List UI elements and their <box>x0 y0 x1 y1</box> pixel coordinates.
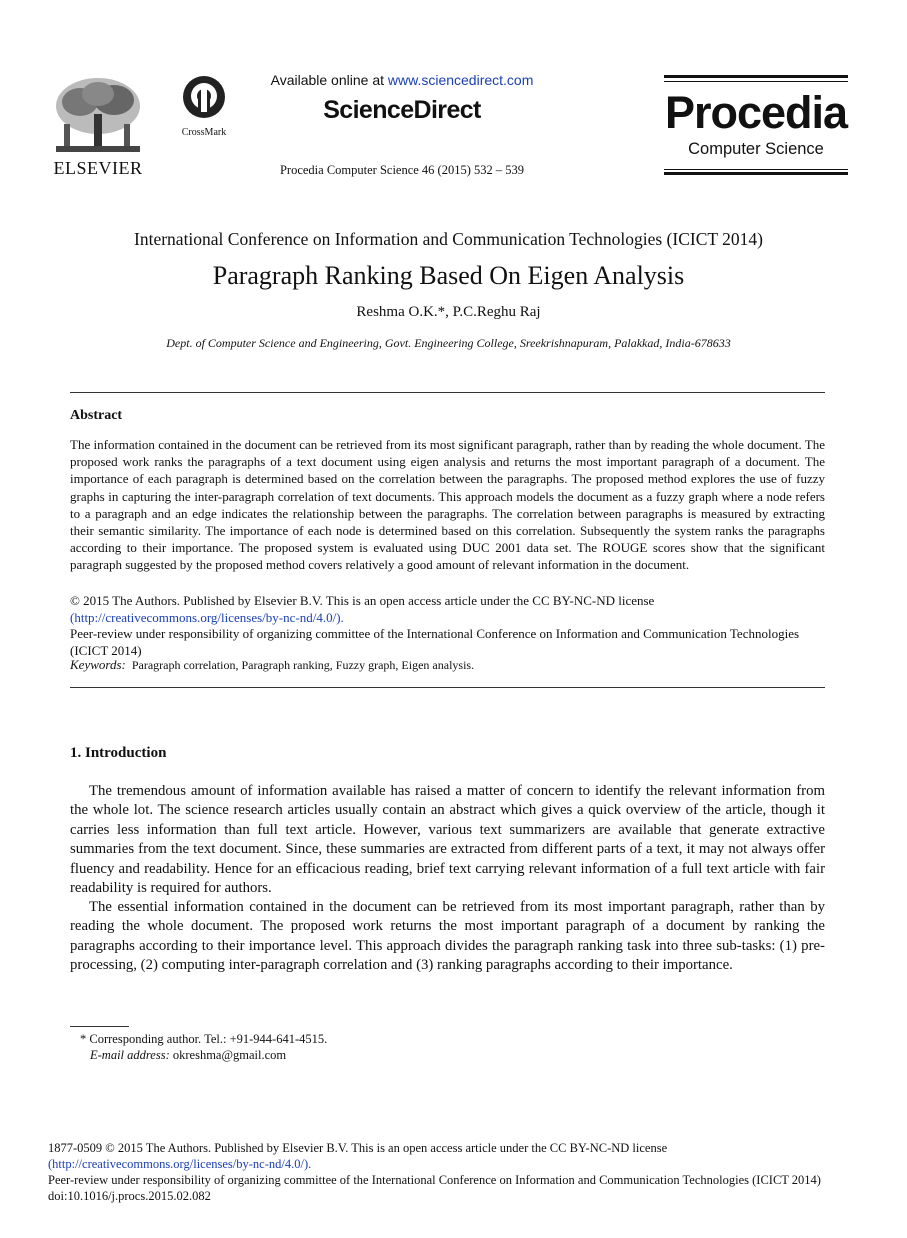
abstract-copyright <box>70 593 825 626</box>
footnote-corresponding: * Corresponding author. Tel.: +91-944-641-4515. <box>80 1032 328 1046</box>
section-heading-introduction: 1. Introduction <box>70 745 167 761</box>
footnote-email <box>90 1048 286 1063</box>
intro-paragraph-2: The essential information contained in the document can be retrieved from its most important paragraph, rather than by reading the whole document. The proposed work returns the most important paragraph of a document by ranking the paragraphs according to their importance level. This approach divides the paragraph ranking task into three sub-tasks: (1) pre-processing, (2) computing inter-paragraph correlation and (3) ranking paragraphs according to their importance. <box>70 899 825 974</box>
abstract-heading: Abstract <box>70 408 123 423</box>
email-address[interactable]: okreshma@gmail.com <box>172 1048 287 1062</box>
conference-name: International Conference on Information and Communication Technologies (ICICT 2014) <box>134 229 763 249</box>
crossmark-label: CrossMark <box>181 127 227 138</box>
email-label: E-mail address: <box>90 1048 170 1062</box>
journal-reference: Procedia Computer Science 46 (2015) 532 – 539 <box>279 163 525 177</box>
procedia-top-rule <box>664 75 848 78</box>
keywords-label: Keywords: <box>70 657 126 672</box>
keywords-list: Paragraph correlation, Paragraph ranking, Fuzzy graph, Eigen analysis. <box>131 658 475 672</box>
footnote-rule <box>70 1026 129 1027</box>
abstract-bottom-rule <box>70 687 825 688</box>
footer-peer-review: Peer-review under responsibility of organizing committee of the International Conference on Information and Communication Technologies (ICICT 2014) <box>48 1173 821 1187</box>
keywords <box>70 657 825 673</box>
available-prefix: Available online at <box>270 72 388 88</box>
procedia-logo <box>664 75 848 176</box>
footer-license: 1877-0509 © 2015 The Authors. Published by Elsevier B.V. This is an open access article under the CC BY-NC-ND license <box>48 1141 668 1155</box>
footer-license-link[interactable]: (http://creativecommons.org/licenses/by-nc-nd/4.0/). <box>48 1157 312 1171</box>
elsevier-logo <box>50 74 146 176</box>
paper-affiliation: Dept. of Computer Science and Engineering, Govt. Engineering College, Sreekrishnapuram, Palakkad, India-678633 <box>166 336 731 350</box>
elsevier-wordmark: ELSEVIER <box>53 158 143 178</box>
abstract-peer-review: Peer-review under responsibility of organizing committee of the International Conference on Information and Communication Technologies (ICICT 2014) <box>70 626 800 658</box>
procedia-subtitle: Computer Science <box>688 140 824 158</box>
intro-paragraph-1: The tremendous amount of information available has raised a matter of concern to identify the relevant information from the whole lot. The science research articles usually contain an abstract which gives a quick overview of the article, though it carries less information than full text article. However, various text summarizers are available that generate extractive summaries from the text document. Since, these summaries are extracted from different parts of a text, it may not always offer fluency and readability. Hence for an efficacious reading, brief text carrying relevant information of a full text article with fair readability is required for authors. <box>70 783 825 897</box>
elsevier-tree-icon <box>50 74 146 158</box>
license-link[interactable]: (http://creativecommons.org/licenses/by-nc-nd/4.0/). <box>70 609 344 625</box>
sciencedirect-link[interactable]: www.sciencedirect.com <box>387 72 534 88</box>
copyright-line: © 2015 The Authors. Published by Elsevier B.V. This is an open access article under the CC BY-NC-ND license <box>70 593 655 608</box>
paper-title: Paragraph Ranking Based On Eigen Analysis <box>212 261 685 290</box>
abstract-top-rule <box>70 392 825 393</box>
procedia-bottom-rule <box>664 172 848 175</box>
procedia-top-rule-thin <box>664 81 848 82</box>
abstract-text: The information contained in the document can be retrieved from its most significant paragraph, rather than by reading the whole document. The proposed work ranks the paragraphs of a text document using eigen analysis and returns the most important paragraph of a document. The importance of each paragraph is determined based on the correlation between the paragraphs. The proposed method explores the use of fuzzy graphs in capturing the inter-paragraph correlation of text documents. This approach models the document as a fuzzy graph where a node refers to a paragraph and an edge indicates the relationship between the paragraphs. The correlation between paragraphs is measured by extracting their semantic similarity. The importance of each node is determined based on this correlation. Subsequently the system ranks the paragraphs according to their importance. The proposed system is evaluated using DUC 2001 data set. The ROUGE scores show that the significant paragraph suggested by the proposed method covers relatively a good amount of relevant information in the document. <box>70 437 825 573</box>
procedia-bottom-rule-thin <box>664 169 848 170</box>
procedia-wordmark: Procedia <box>664 87 848 138</box>
paper-authors: Reshma O.K.*, P.C.Reghu Raj <box>356 304 541 320</box>
available-online <box>200 72 604 88</box>
sciencedirect-wordmark: ScienceDirect <box>323 96 481 124</box>
footer-doi: doi:10.1016/j.procs.2015.02.082 <box>48 1189 211 1203</box>
